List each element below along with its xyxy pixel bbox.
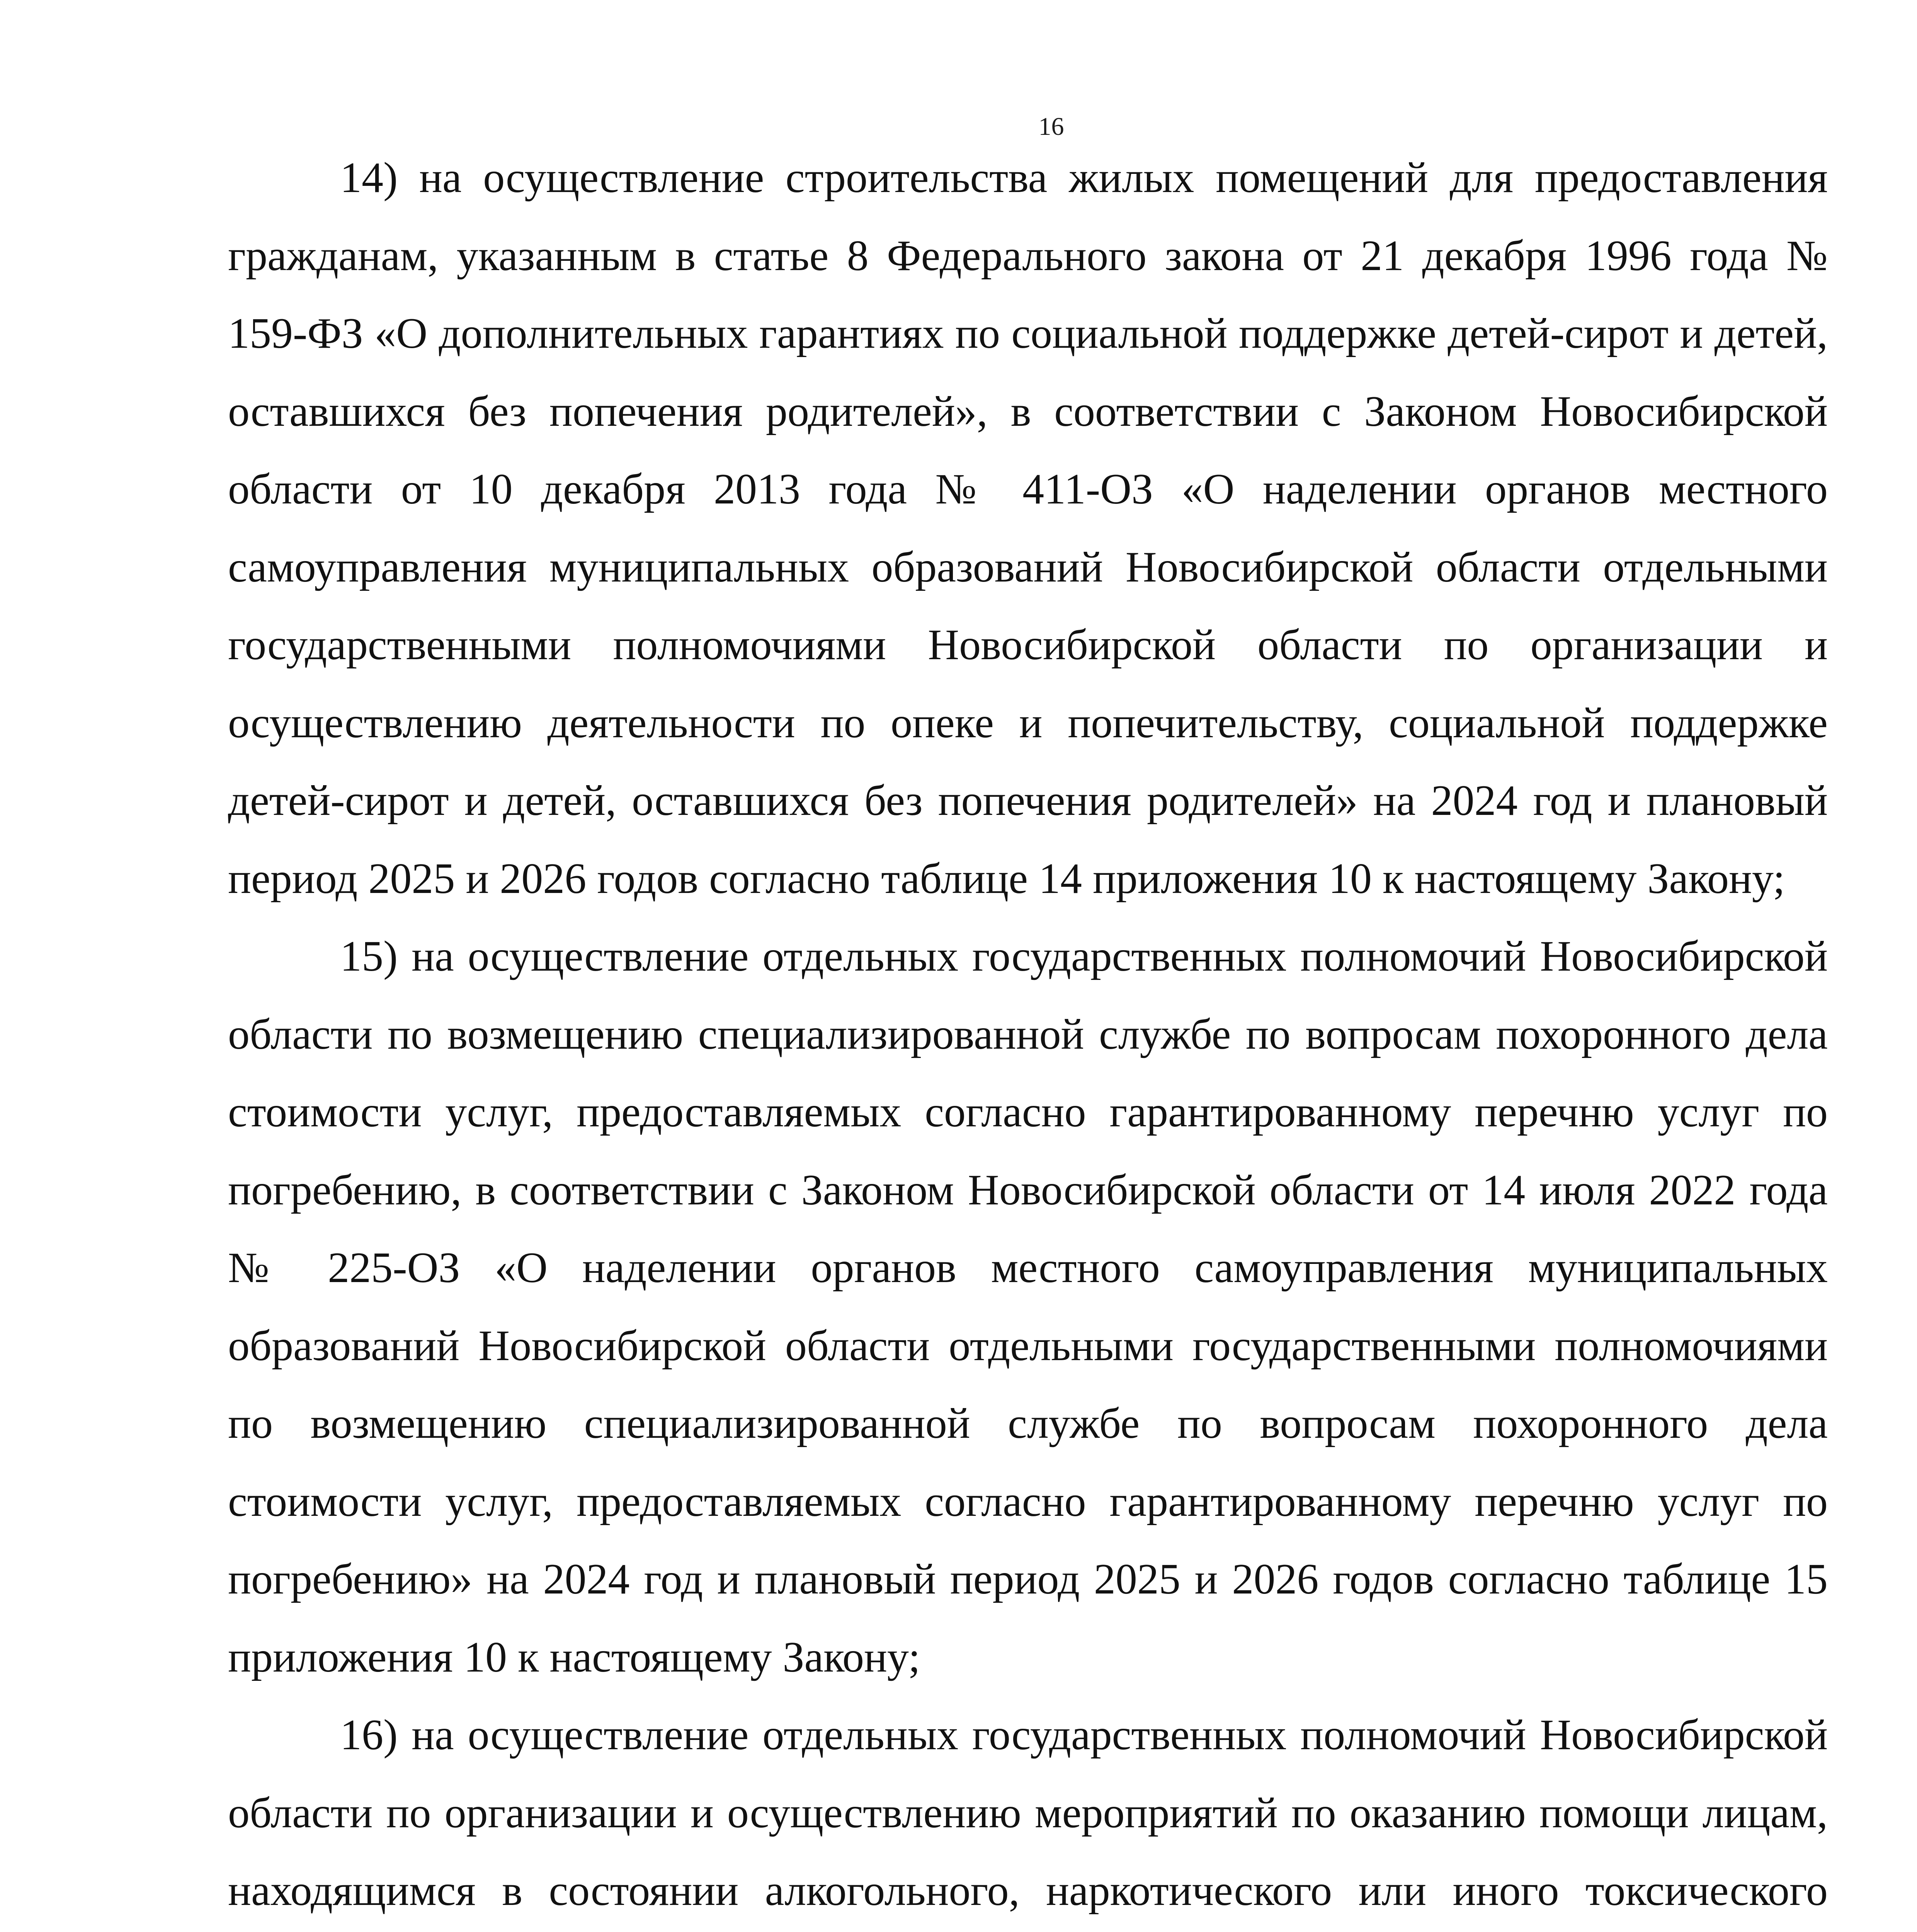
- document-body: [228, 139, 1828, 1932]
- page-number-text: 16: [1038, 112, 1064, 141]
- paragraph-item-16: 16) на осуществление отдельных государственных полномочий Новосибирской области по организации и осуществлению мероприятий по оказанию помощи лицам, находящимся в состоянии алкогольного, наркотического или иного токсического: [228, 1711, 1828, 1915]
- paragraph-item-15: 15) на осуществление отдельных государственных полномочий Новосибирской области по возмещению специализированной службе по вопросам похоронного дела стоимости услуг, предоставляемых согласно гарантированному перечню услуг по погребению, в соответствии с Законом Новосибирской области от 14 июля 2022 года № 225-ОЗ «О наделении органов местного самоуправления муниципальных образований Новосибирской области отдельными государственными полномочиями по возмещению специализированной службе по вопросам похоронного дела стоимости услуг, предоставляемых согласно гарантированному перечню услуг по погребению» на 2024 год и плановый период 2025 и 2026 годов согласно таблице 15 приложения 10 к настоящему Закону;: [228, 932, 1828, 1681]
- paragraph-item-14: 14) на осуществление строительства жилых помещений для предоставления гражданам, указанным в статье 8 Федерального закона от 21 декабря 1996 года № 159-ФЗ «О дополнительных гарантиях по социальной поддержке детей-сирот и детей, оставшихся без попечения родителей», в соответствии с Законом Новосибирской области от 10 декабря 2013 года № 411-ОЗ «О наделении органов местного самоуправления муниципальных образований Новосибирской области отдельными государственными полномочиями Новосибирской области по организации и осуществлению деятельности по опеке и попечительству, социальной поддержке детей-сирот и детей, оставшихся без попечения родителей» на 2024 год и плановый период 2025 и 2026 годов согласно таблице 14 приложения 10 к настоящему Закону;: [228, 154, 1828, 903]
- page-number: [0, 112, 1917, 141]
